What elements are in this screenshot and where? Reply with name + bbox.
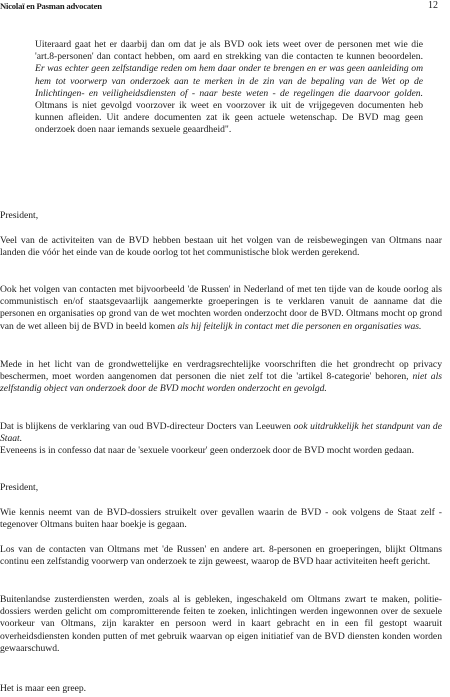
- paragraph-text: Mede in het licht van de grondwettelijke en verdragsrechtelijke voorschriften die het grondrecht op privacy beschermen, moet worden aangenomen dat personen die niet zelf tot die 'artikel 8-categorie' behoren,: [0, 359, 442, 383]
- salutation: President,: [0, 482, 39, 493]
- salutation: President,: [0, 210, 39, 221]
- paragraph: Los van de contacten van Oltmans met 'de Russen' en andere art. 8-personen en groeperingen, blijkt Oltmans continu een zelfstandig voorwerp van onderzoek te zijn geweest, waarop de BVD haar activiteiten heeft gericht.: [0, 544, 442, 568]
- paragraph: [0, 421, 442, 445]
- paragraph: [0, 359, 442, 396]
- paragraph-text: Ook het volgen van contacten met bijvoorbeeld 'de Russen' in Nederland of met ten tijde van de koude oorlog als communistisch en/of staatsgevaarlijk aangemerkte groeperingen is te verklaren vanuit de aanname dat die personen en organisaties op grond van de wet mochten worden onderzocht door de BVD. Oltmans mocht op grond van de wet alleen bij de BVD in beeld komen: [0, 284, 442, 332]
- paragraph-italic-text: ook uitdrukkelijk het standpunt van de Staat.: [0, 421, 442, 445]
- page-number: 12: [428, 0, 438, 11]
- quote-text-end: Oltmans is niet gevolgd voorzover ik weet en voorzover ik uit de vrijgegeven documenten heb kunnen afleiden. Uit andere documenten zat ik geen actuele wetenschap. De BVD mag geen onderzoek doen naar iemands sexuele geaardheid".: [35, 100, 423, 136]
- paragraph-italic-text: als hij feitelijk in contact met die personen en organisaties was.: [177, 320, 422, 332]
- paragraph: Het is maar een greep.: [0, 683, 87, 694]
- paragraph: Eveneens is in confesso dat naar de 'sexuele voorkeur' geen onderzoek door de BVD mocht worden gedaan.: [0, 445, 414, 456]
- paragraph-italic-text: niet als zelfstandig object van onderzoek door de BVD mocht worden onderzocht en gevolgd.: [0, 371, 442, 395]
- firm-name: Nicolaï en Pasman advocaten: [0, 1, 102, 11]
- paragraph: Buitenlandse zusterdiensten werden, zoals al is gebleken, ingeschakeld om Oltmans zwart te maken, politie-dossiers werden gelicht om compromitterende feiten te zoeken, inlichtingen werden ingewonnen over de sexuele voorkeur van Oltmans, zijn karakter en persoon werd in kaart gebracht en in een fil gestopt waaruit overheidsdiensten konden putten of met gebruik waarvan op eigen initiatief van de BVD diensten konden worden gewaarschuwd.: [0, 594, 442, 654]
- quoted-statement: [35, 39, 423, 137]
- paragraph-text: Dat is blijkens de verklaring van oud BVD-directeur Docters van Leeuwen: [0, 421, 291, 432]
- paragraph: Veel van de activiteiten van de BVD hebben bestaan uit het volgen van de reisbewegingen van Oltmans naar landen die vóór het einde van de koude oorlog tot het communistische blok werden gerekend.: [0, 235, 442, 259]
- quote-italic-text: Er was echter geen zelfstandige reden om hem daar onder te brengen en er was geen aanleiding om hem tot voorwerp van onderzoek aan te merken in de zin van de bepaling van de Wet op de Inlichtingen- en veiligheidsdiensten of - naar beste weten - de regelingen die daarvoor golden.: [35, 63, 423, 99]
- paragraph: [0, 284, 442, 333]
- paragraph: Wie kennis neemt van de BVD-dossiers struikelt over gevallen waarin de BVD - ook volgens de Staat zelf - tegenover Oltmans buiten haar boekje is gegaan.: [0, 507, 442, 531]
- quote-text: Uiteraard gaat het er daarbij dan om dat je als BVD ook iets weet over de personen met wie die 'art.8-personen' dan contact hebben, om aard en strekking van die contacten te kunnen beoordelen.: [35, 39, 423, 63]
